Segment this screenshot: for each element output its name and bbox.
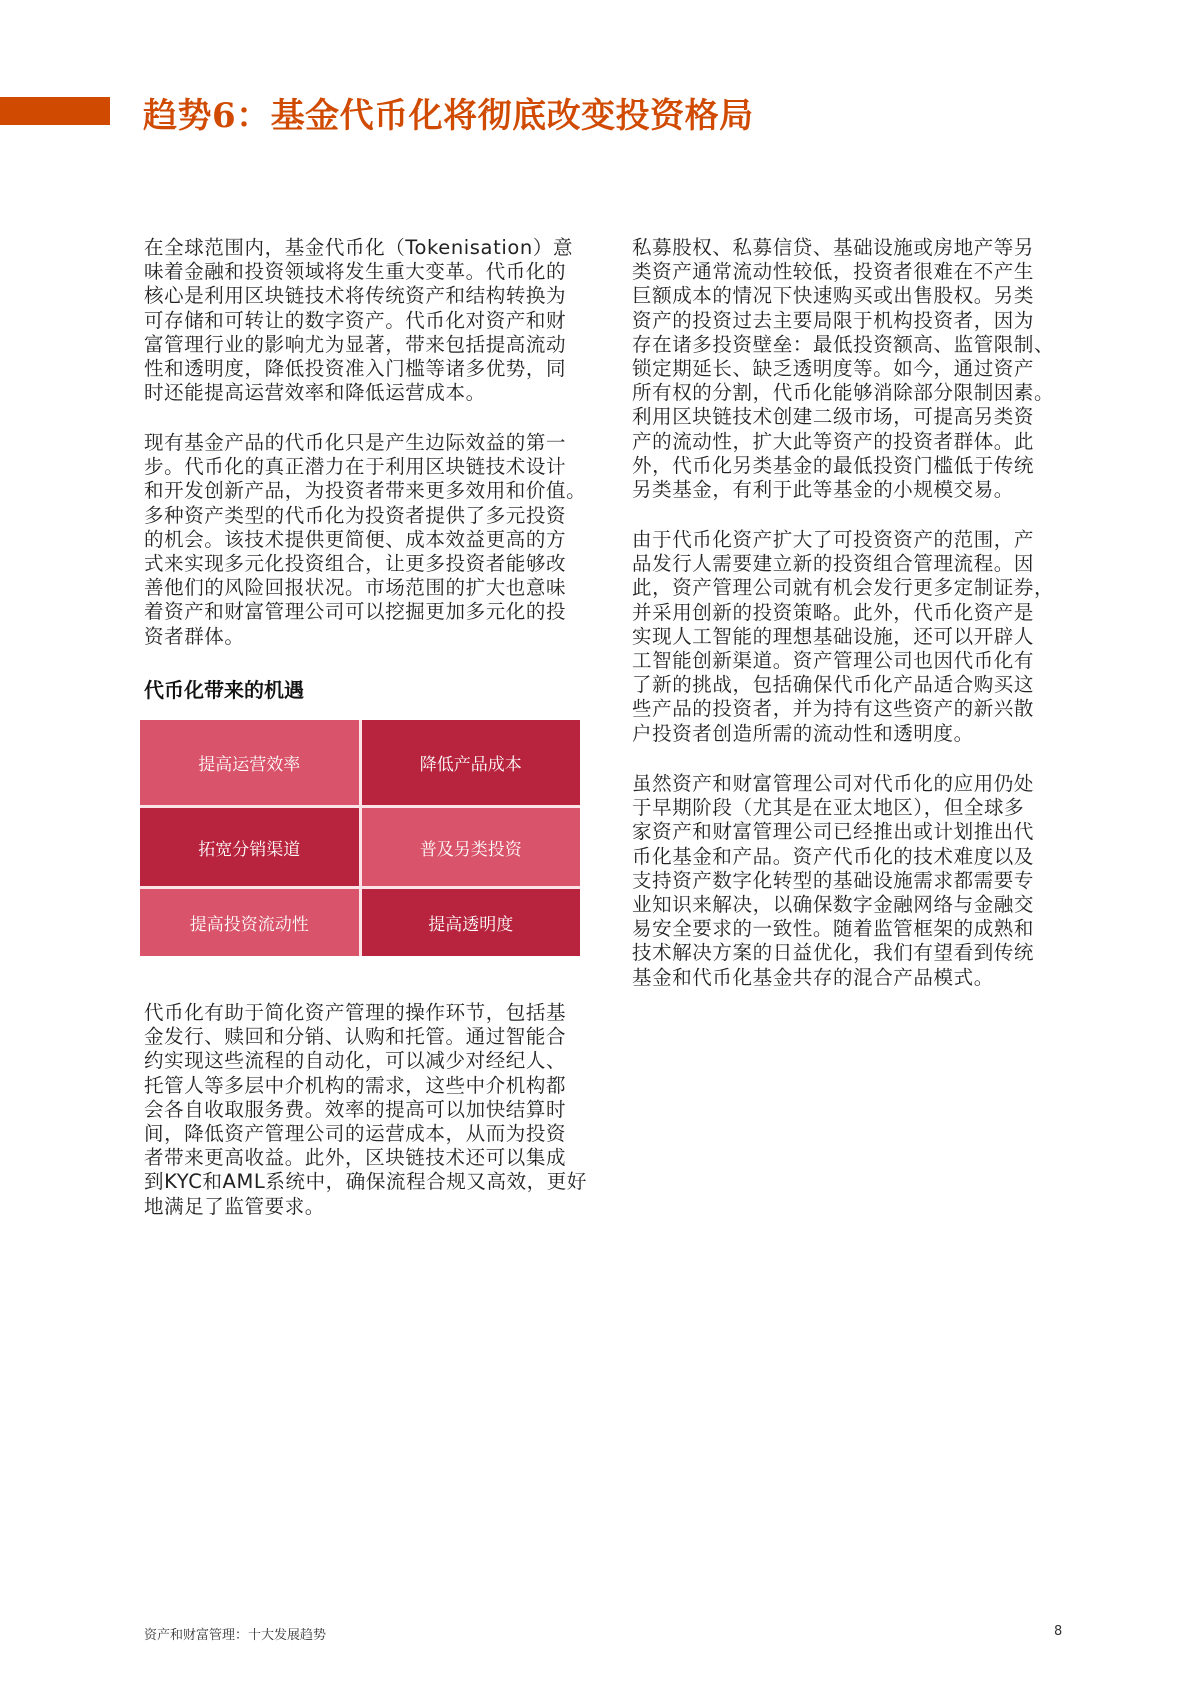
page-title: 趋势6：基金代币化将彻底改变投资格局 [143, 96, 754, 136]
text-line: 地满足了监管要求。 [144, 1194, 325, 1218]
text-line: 间，降低资产管理公司的运营成本，从而为投资 [144, 1122, 567, 1146]
grid-cell: 普及另类投资 [362, 808, 581, 886]
grid-cell: 提高透明度 [362, 889, 581, 956]
text-line: 家资产和财富管理公司已经推出或计划推出代 [632, 820, 1035, 844]
text-line: 资产的投资过去主要局限于机构投资者，因为 [632, 308, 1035, 332]
text-line: 步。代币化的真正潜力在于利用区块链技术设计 [144, 455, 567, 479]
grid-cell: 提高运营效率 [140, 720, 359, 805]
text-line: 类资产通常流动性较低，投资者很难在不产生 [632, 260, 1035, 284]
text-line: 外，代币化另类基金的最低投资门槛低于传统 [632, 453, 1035, 477]
text-line: 性和透明度，降低投资准入门槛等诸多优势，同 [144, 357, 567, 381]
text-line: 富管理行业的影响尤为显著，带来包括提高流动 [144, 332, 567, 356]
text-line: 现有基金产品的代币化只是产生边际效益的第一 [144, 431, 567, 454]
text-line: 由于代币化资产扩大了可投资资产的范围，产 [632, 528, 1035, 551]
text-line: 的机会。该技术提供更简便、成本效益更高的方 [144, 527, 567, 551]
text-line: 在全球范围内，基金代币化（Tokenisation）意 [144, 236, 574, 259]
text-line: 会各自收取服务费。效率的提高可以加快结算时 [144, 1097, 567, 1121]
text-line: 实现人工智能的理想基础设施，还可以开辟人 [632, 624, 1035, 648]
right-para-3 [632, 772, 1082, 990]
text-line: 支持资产数字化转型的基础设施需求都需要专 [632, 868, 1035, 892]
text-line: 金发行、赎回和分销、认购和托管。通过智能合 [144, 1025, 567, 1049]
text-line: 产的流动性，扩大此等资产的投资者群体。此 [632, 429, 1035, 453]
left-para-2 [144, 431, 594, 649]
text-line: 业知识来解决，以确保数字金融网络与金融交 [632, 893, 1035, 917]
text-line: 到KYC和AML系统中，确保流程合规又高效，更好 [144, 1170, 587, 1194]
text-line: 巨额成本的情况下快速购买或出售股权。另类 [632, 284, 1035, 308]
text-line: 式来实现多元化投资组合，让更多投资者能够改 [144, 552, 567, 576]
text-line: 于早期阶段（尤其是在亚太地区），但全球多 [632, 796, 1025, 820]
text-line: 代币化有助于简化资产管理的操作环节，包括基 [144, 1001, 567, 1024]
text-line: 基金和代币化基金共存的混合产品模式。 [632, 965, 994, 989]
text-line: 多种资产类型的代币化为投资者提供了多元投资 [144, 503, 567, 527]
text-line: 者带来更高收益。此外，区块链技术还可以集成 [144, 1146, 567, 1170]
text-line: 私募股权、私募信贷、基础设施或房地产等另 [632, 236, 1035, 259]
text-line: 技术解决方案的日益优化，我们有望看到传统 [632, 941, 1035, 965]
text-line: 可存储和可转让的数字资产。代币化对资产和财 [144, 308, 567, 332]
text-line: 味着金融和投资领域将发生重大变革。代币化的 [144, 260, 567, 284]
text-line: 币化基金和产品。资产代币化的技术难度以及 [632, 844, 1035, 868]
accent-bar [0, 97, 110, 125]
text-line: 约实现这些流程的自动化，可以减少对经纪人、 [144, 1049, 567, 1073]
page-number: 8 [1054, 1624, 1063, 1639]
text-line: 核心是利用区块链技术将传统资产和结构转换为 [144, 284, 567, 308]
text-line: 着资产和财富管理公司可以挖掘更加多元化的投 [144, 600, 567, 624]
grid-cell: 拓宽分销渠道 [140, 808, 359, 886]
text-line: 资者群体。 [144, 624, 245, 648]
text-line: 存在诸多投资壁垒：最低投资额高、监管限制、 [632, 332, 1055, 356]
right-para-1 [632, 236, 1082, 502]
grid-cell: 提高投资流动性 [140, 889, 359, 956]
text-line: 锁定期延长、缺乏透明度等。如今，通过资产 [632, 357, 1035, 381]
text-line: 工智能创新渠道。资产管理公司也因代币化有 [632, 649, 1035, 673]
text-line: 利用区块链技术创建二级市场，可提高另类资 [632, 405, 1035, 429]
text-line: 品发行人需要建立新的投资组合管理流程。因 [632, 552, 1035, 576]
text-line: 了新的挑战，包括确保代币化产品适合购买这 [632, 673, 1035, 697]
text-line: 户投资者创造所需的流动性和透明度。 [632, 721, 974, 745]
grid-cell: 降低产品成本 [362, 720, 581, 805]
opportunities-grid [140, 720, 580, 956]
text-line: 另类基金，有利于此等基金的小规模交易。 [632, 478, 1014, 502]
left-para-3 [144, 1001, 594, 1219]
text-line: 此，资产管理公司就有机会发行更多定制证券， [632, 576, 1055, 600]
text-line: 虽然资产和财富管理公司对代币化的应用仍处 [632, 772, 1035, 795]
section-heading: 代币化带来的机遇 [144, 678, 304, 702]
text-line: 易安全要求的一致性。随着监管框架的成熟和 [632, 917, 1035, 941]
text-line: 时还能提高运营效率和降低运营成本。 [144, 381, 486, 405]
text-line: 并采用创新的投资策略。此外，代币化资产是 [632, 600, 1035, 624]
text-line: 托管人等多层中介机构的需求，这些中介机构都 [144, 1073, 567, 1097]
text-line: 些产品的投资者，并为持有这些资产的新兴散 [632, 697, 1035, 721]
text-line: 善他们的风险回报状况。市场范围的扩大也意味 [144, 576, 567, 600]
footer-label: 资产和财富管理：十大发展趋势 [144, 1628, 327, 1643]
text-line: 所有权的分割，代币化能够消除部分限制因素。 [632, 381, 1055, 405]
text-line: 和开发创新产品，为投资者带来更多效用和价值。 [144, 479, 587, 503]
left-para-1 [144, 236, 594, 405]
right-para-2 [632, 528, 1082, 746]
